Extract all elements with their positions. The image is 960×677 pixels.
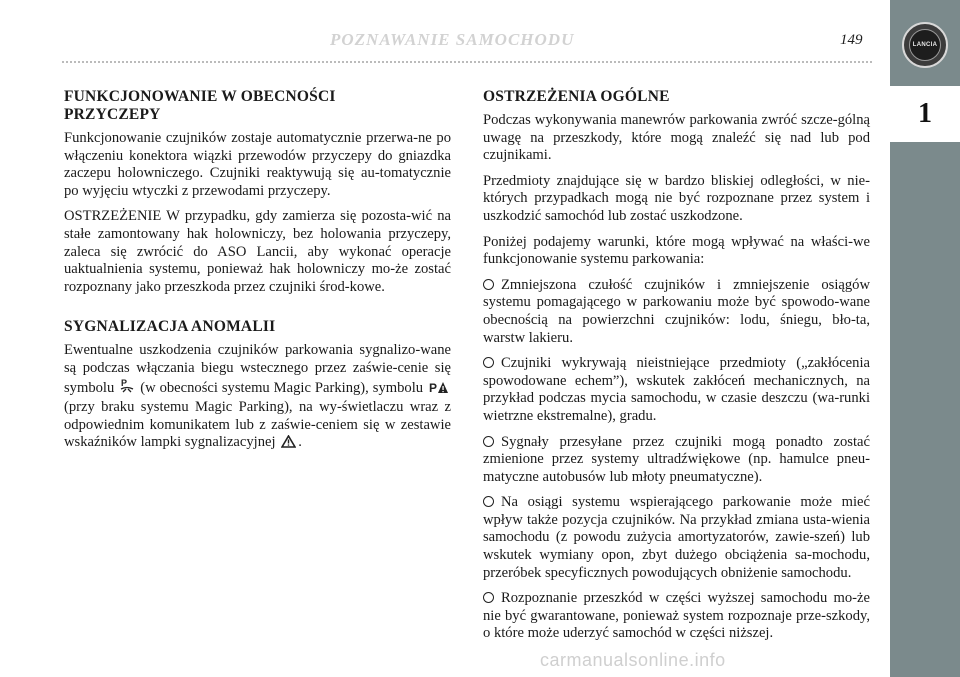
list-item-text: Sygnały przesyłane przez czujniki mogą ponadto zostać zmienione przez systemy ultradźwiękowe (np. hamulce pneu-matyczne autobusów lub młoty pneumatyczne). <box>483 433 870 485</box>
chapter-number-tab: 1 <box>890 86 960 142</box>
park-sensor-warning-icon <box>429 380 449 400</box>
bullet-icon <box>483 279 494 290</box>
logo-text: LANCIA <box>909 29 941 61</box>
list-item <box>483 494 870 582</box>
section-heading-trailer: FUNKCJONOWANIE W OBECNOŚCI PRZYCZEPY <box>64 88 336 123</box>
bullet-icon <box>483 592 494 603</box>
list-item-text: Czujniki wykrywają nieistniejące przedmioty („zakłócenia spowodowane echem”), wskutek zakłóceń mechanicznych, na przykład podczas mycia samochodu, w czasie deszczu (wa-runki wietrzne ekstremalne), gradu. <box>483 355 870 424</box>
list-item <box>483 434 870 487</box>
watermark: carmanualsonline.info <box>540 650 726 670</box>
list-item <box>483 590 870 643</box>
magic-parking-icon <box>120 378 134 400</box>
anomaly-text-end: . <box>298 434 302 451</box>
svg-text:P: P <box>121 377 128 388</box>
bullet-icon <box>483 357 494 368</box>
list-item <box>483 355 870 425</box>
section-heading-anomalies: SYGNALIZACJA ANOMALII <box>64 318 276 336</box>
warning-paragraph: OSTRZEŻENIE W przypadku, gdy zamierza się pozosta-wić na stałe zamontowany hak holowniczy, bez holowania przyczepy, zaleca się zwrócić do ASO Lancii, aby wykonać operacje uaktualnienia systemu, ponieważ hak holowniczy mo-że zostać rozpoznany jako przeszkoda przez czujniki środ-kowe. <box>64 208 451 295</box>
list-item-text: Rozpoznanie przeszkód w części wyższej samochodu mo-że nie być gwarantowane, ponieważ system rozpoznaje prze-szkody, o które może uderzyć samochód w części niższej. <box>483 590 870 642</box>
paragraph: Podczas wykonywania manewrów parkowania zwróć szcze-gólną uwagę na przeszkody, które mogą znaleźć się nad lub pod czujnikami. <box>483 112 870 164</box>
list-item-text: Na osiągi systemu wspierającego parkowanie może mieć wpływ także pozycja czujników. Na przykład zmiana usta-wienia samochodu (z powodu zużycia amortyzatorów, zawie-szeń) lub wskutek wymiany opon, zbyt dużego obciążenia sa-mochodu, przeróbek specyficznych powodujących obniżenie samochodu. <box>483 494 870 581</box>
paragraph: Przedmioty znajdujące się w bardzo bliskiej odległości, w nie-których przypadkach mogą nie być rozpoznane przez system i uszkodzić samochód lub zostać uszkodzone. <box>483 172 870 224</box>
section-heading-warnings: OSTRZEŻENIA OGÓLNE <box>483 88 670 105</box>
paragraph: Funkcjonowanie czujników zostaje automatycznie przerwa-ne po włączeniu konektora wiązki przewodów przyczepy do gniazdka zaczepu holowniczego. Czujniki reaktywują się au-tomatycznie po wyjęciu wtyczki z przewodami przyczepy. <box>64 130 451 199</box>
left-column <box>64 88 451 462</box>
list-item <box>483 277 870 347</box>
anomaly-text-a: Ewentualne uszkodzenia czujników parkowania sygnalizo-wane są podczas włączania biegu wstecznego przez zaświe-cenie się symbolu <box>64 342 451 396</box>
anomaly-text-b: (w obecności systemu Magic Parking), symbolu <box>140 379 424 396</box>
anomaly-paragraph <box>64 342 451 454</box>
bullet-icon <box>483 436 494 447</box>
anomaly-text-c: (przy braku systemu Magic Parking), na wy-świetlaczu wraz z odpowiednim komunikatem lub z zaświe-ceniem się w zestawie wskaźników lampki sygnalizacyjnej <box>64 399 451 451</box>
running-header-title: POZNAWANIE SAMOCHODU <box>330 30 575 49</box>
list-item-text: Zmniejszona czułość czujników i zmniejszenie osiągów systemu pomagającego w parkowaniu może być spowodo-wane obecnością na powierzchni czujników: lodu, śniegu, bło-ta, warstw lakieru. <box>483 276 870 346</box>
warning-triangle-icon <box>281 435 296 454</box>
lancia-logo-icon <box>902 22 948 68</box>
right-column <box>483 88 870 651</box>
page-number: 149 <box>840 32 863 48</box>
svg-text:P: P <box>429 380 438 394</box>
bullet-icon <box>483 496 494 507</box>
paragraph: Poniżej podajemy warunki, które mogą wpływać na właści-we funkcjonowanie systemu parkowania: <box>483 233 870 268</box>
header-divider <box>62 61 872 63</box>
